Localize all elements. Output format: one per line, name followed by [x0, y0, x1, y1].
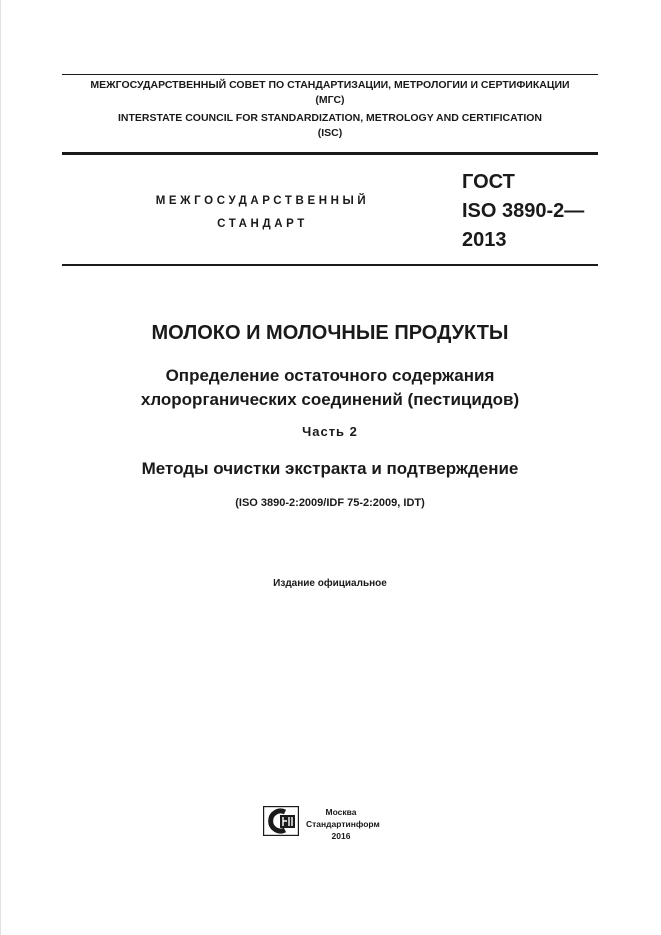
document-title: МОЛОКО И МОЛОЧНЫЕ ПРОДУКТЫ: [151, 322, 509, 344]
gost-code-line1: ГОСТ: [462, 171, 515, 193]
subtitle-line1: Определение остаточного содержания: [165, 366, 495, 385]
top-rule: [62, 74, 598, 75]
council-header: [62, 78, 598, 141]
gost-code-line3: 2013: [462, 229, 507, 251]
publisher-year: 2016: [331, 831, 351, 841]
iso-reference: (ISO 3890-2:2009/IDF 75-2:2009, IDT): [235, 497, 425, 509]
publisher-city: Москва: [325, 807, 357, 817]
part-number: Часть 2: [302, 424, 358, 439]
gost-designation: [462, 168, 584, 255]
standard-label-line2: СТАНДАРТ: [217, 218, 308, 230]
edition-note: Издание официальное: [273, 578, 387, 589]
council-en-abbr: (ISC): [317, 127, 343, 139]
council-ru-name: МЕЖГОСУДАРСТВЕННЫЙ СОВЕТ ПО СТАНДАРТИЗАЦИИ, МЕТРОЛОГИИ И СЕРТИФИКАЦИИ: [90, 79, 570, 91]
council-ru-abbr: (МГС): [315, 94, 345, 106]
part-title: Методы очистки экстракта и подтверждение: [141, 459, 519, 478]
middle-rule: [62, 152, 598, 155]
publisher-block: [306, 806, 380, 842]
document-subtitle: [62, 364, 598, 412]
subtitle-line2: хлорорганических соединений (пестицидов): [140, 390, 520, 409]
gost-code-line2: ISO 3890-2—: [462, 200, 585, 222]
standard-label-line1: МЕЖГОСУДАРСТВЕННЫЙ: [155, 195, 370, 207]
lower-rule: [62, 264, 598, 266]
standard-type-label: [120, 190, 405, 236]
publisher-name: Стандартинформ: [306, 819, 380, 829]
standartinform-logo-icon: [263, 806, 299, 836]
council-en-name: INTERSTATE COUNCIL FOR STANDARDIZATION, METROLOGY AND CERTIFICATION: [117, 112, 543, 124]
